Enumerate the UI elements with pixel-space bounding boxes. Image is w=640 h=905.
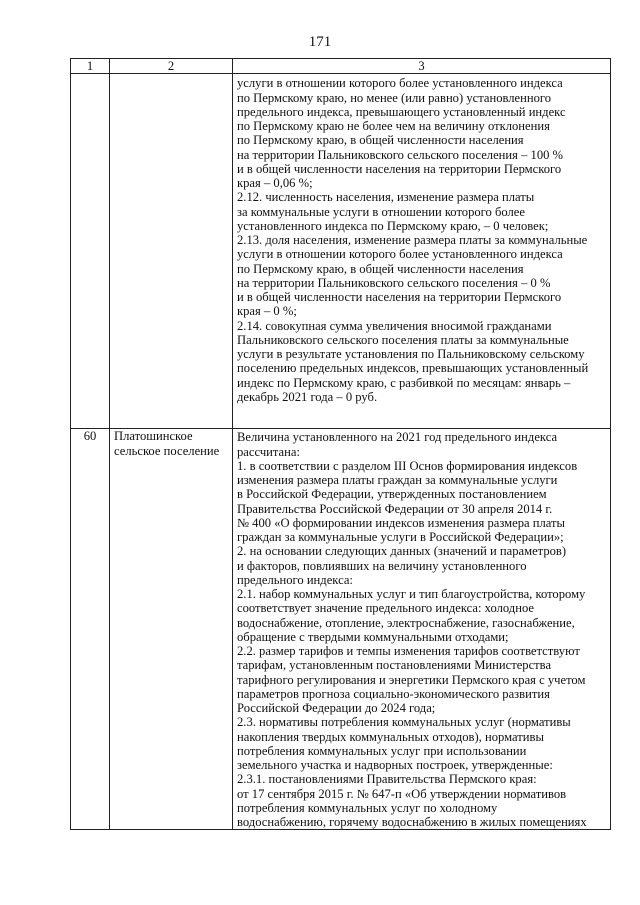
text-line: декабрь 2021 года – 0 руб. bbox=[237, 389, 378, 404]
text-line: поселению предельных индексов, превышающих установленный bbox=[237, 361, 589, 376]
text-line: 2.3.1. постановлениями Правительства Пермского края: bbox=[237, 772, 537, 787]
text-line: на территории Пальниковского сельского поселения – 0 % bbox=[237, 275, 551, 290]
text-line: Пальниковского сельского поселения платы за коммунальные bbox=[237, 332, 569, 347]
text-line: предельного индекса, превышающего установленный индекс bbox=[237, 104, 566, 119]
settlement-name-cell bbox=[110, 429, 233, 830]
text-line: Величина установленного на 2021 год предельного индекса bbox=[237, 430, 558, 445]
text-line: по Пермскому краю, в общей численности населения bbox=[237, 133, 524, 148]
table-row bbox=[71, 429, 611, 830]
settlement-name-cell bbox=[110, 74, 233, 429]
text-line: 2.14. совокупная сумма увеличения вносимой гражданами bbox=[237, 318, 552, 333]
text-line: 2.1. набор коммунальных услуг и тип благоустройства, которому bbox=[237, 587, 586, 601]
text-line: № 400 «О формировании индексов изменения размера платы bbox=[237, 515, 565, 530]
page-number: 171 bbox=[308, 34, 332, 50]
text-line: земельного участка и надворных построек, утвержденные: bbox=[237, 758, 553, 772]
text-line: за коммунальные услуги в отношении которого более bbox=[237, 204, 525, 219]
text-line: Платошинское bbox=[114, 429, 193, 444]
description-cell bbox=[233, 429, 611, 830]
text-line: Правительства Российской Федерации от 30 апреля 2014 г. bbox=[237, 501, 553, 516]
text-line: услуги в отношении которого более установленного индекса bbox=[237, 247, 563, 262]
text-line: в Российской Федерации, утвержденных постановлением bbox=[237, 487, 547, 502]
text-line: 1. в соответствии с разделом III Основ формирования индексов bbox=[237, 458, 578, 473]
text-line: обращение с твердыми коммунальными отходами; bbox=[237, 629, 509, 644]
text-line: параметров прогноза социально-экономического развития bbox=[237, 686, 550, 701]
text-line: индекс по Пермскому краю, с разбивкой по месяцам: январь – bbox=[237, 375, 571, 390]
text-line: 2. на основании следующих данных (значений и параметров) bbox=[237, 544, 567, 559]
text-line: 2.3. нормативы потребления коммунальных услуг (нормативы bbox=[237, 715, 571, 730]
text-line: от 17 сентября 2015 г. № 647-п «Об утверждении нормативов bbox=[237, 786, 567, 801]
table-row bbox=[71, 74, 611, 429]
text-line: 2.2. размер тарифов и темпы изменения тарифов соответствуют bbox=[237, 644, 580, 658]
text-line: края – 0,06 %; bbox=[237, 176, 313, 190]
text-line: услуги в результате установления по Пальниковскому сельскому bbox=[237, 347, 585, 361]
text-line: 2.12. численность населения, изменение размера платы bbox=[237, 190, 535, 205]
text-line: и факторов, повлиявших на величину установленного bbox=[237, 558, 527, 573]
table-header-row bbox=[71, 59, 611, 74]
text-line: на территории Пальниковского сельского поселения – 100 % bbox=[237, 147, 564, 162]
text-line: по Пермскому краю, но менее (или равно) установленного bbox=[237, 90, 552, 105]
text-line: накопления твердых коммунальных отходов), нормативы bbox=[237, 729, 544, 744]
text-line: тарифного регулирования и энергетики Пермского края с учетом bbox=[237, 672, 586, 687]
text-line: водоснабжение, отопление, электроснабжение, газоснабжение, bbox=[237, 615, 575, 630]
text-line: Российской Федерации до 2024 года; bbox=[237, 701, 436, 715]
column-header-2: 2 bbox=[110, 59, 233, 74]
text-line: предельного индекса: bbox=[237, 572, 353, 587]
text-line: потребления коммунальных услуг при использовании bbox=[237, 743, 527, 758]
column-header-3: 3 bbox=[233, 59, 611, 74]
text-line: граждан за коммунальные услуги в Российской Федерации»; bbox=[237, 530, 564, 544]
description-cell bbox=[233, 74, 611, 429]
text-line: изменения размера платы граждан за коммунальные услуги bbox=[237, 473, 558, 487]
text-line: установленного индекса по Пермскому краю, – 0 человек; bbox=[237, 218, 549, 233]
text-line: по Пермскому краю, в общей численности населения bbox=[237, 261, 524, 276]
text-line: рассчитана: bbox=[237, 444, 300, 459]
text-line: и в общей численности населения на территории Пермского bbox=[237, 161, 562, 176]
row-number-cell bbox=[71, 74, 110, 429]
text-line: услуги в отношении которого более установленного индекса bbox=[237, 76, 563, 91]
text-line: по Пермскому краю не более чем на величину отклонения bbox=[237, 119, 550, 133]
text-line: соответствует значение предельного индекса: холодное bbox=[237, 601, 534, 616]
text-line: водоснабжению, горячему водоснабжению в жилых помещениях bbox=[237, 815, 587, 829]
text-line: края – 0 %; bbox=[237, 304, 297, 319]
column-header-1: 1 bbox=[71, 59, 110, 74]
text-line: 2.13. доля населения, изменение размера платы за коммунальные bbox=[237, 233, 588, 247]
data-table bbox=[70, 58, 611, 830]
text-line: потребления коммунальных услуг по холодному bbox=[237, 800, 498, 815]
text-line: тарифам, установленным постановлениями Министерства bbox=[237, 658, 552, 673]
row-number-cell: 60 bbox=[71, 429, 110, 830]
text-line: и в общей численности населения на территории Пермского bbox=[237, 290, 562, 304]
text-line: сельское поселение bbox=[114, 443, 220, 458]
